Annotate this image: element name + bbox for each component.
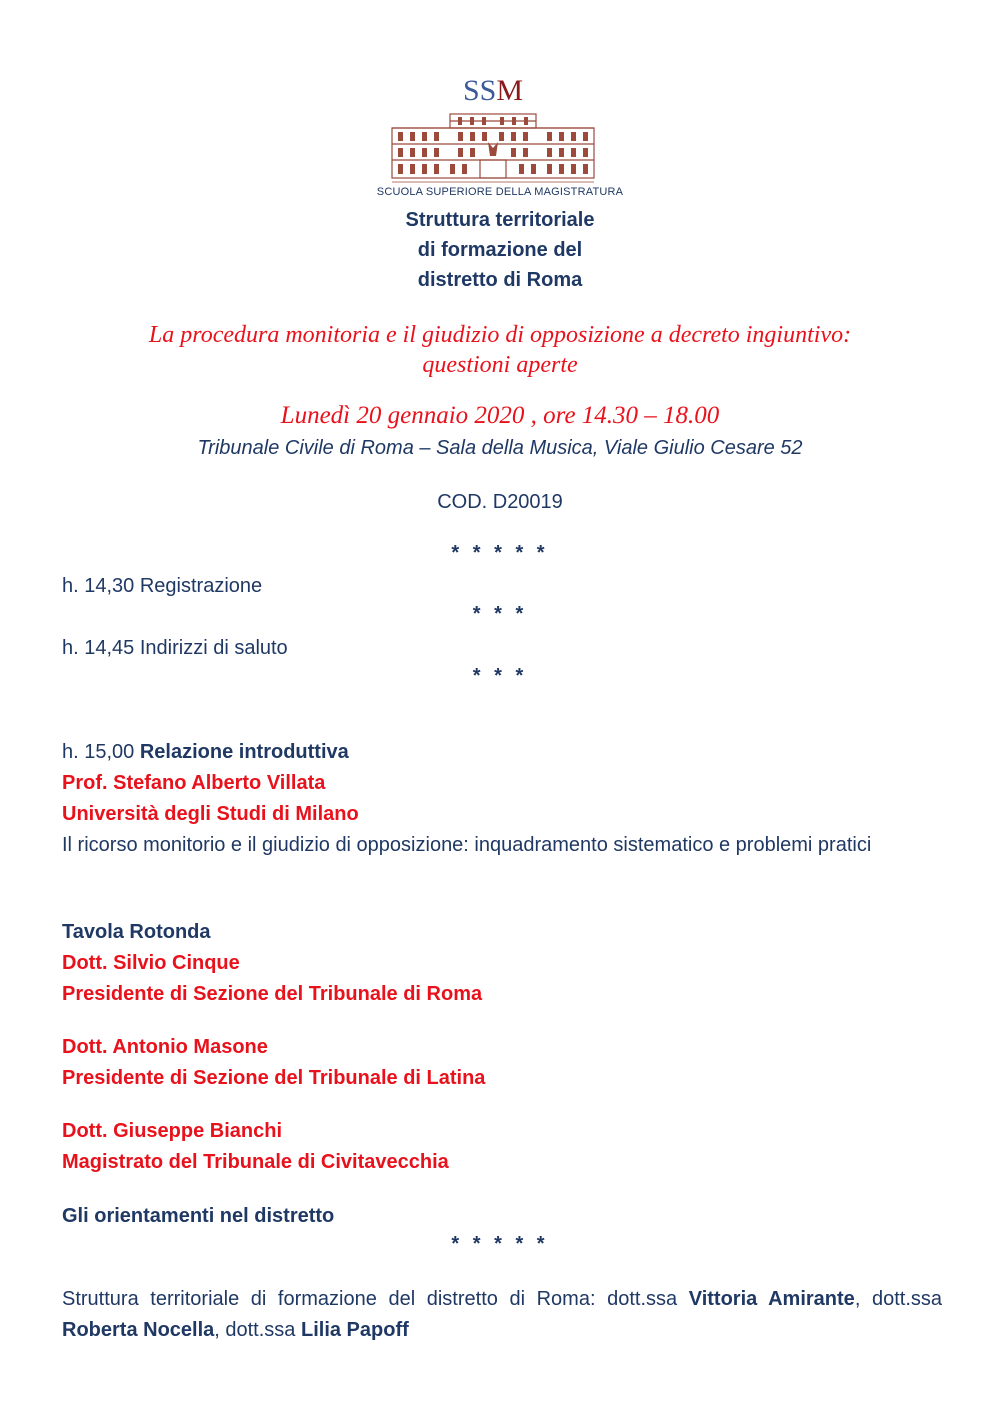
organizer-1: Vittoria Amirante [688, 1288, 855, 1310]
organizer-3: Lilia Papoff [300, 1319, 409, 1341]
separator: * * * * * [451, 542, 549, 564]
panelist-3-name: Dott. Giuseppe Bianchi [62, 1120, 283, 1142]
program-item-greetings: h. 14,45 Indirizzi di saluto [62, 637, 288, 659]
header-line-2: di formazione del [417, 239, 583, 261]
footer-sep-2: , dott.ssa [214, 1319, 301, 1341]
logo-caption: SCUOLA SUPERIORE DELLA MAGISTRATURA [376, 186, 624, 198]
program-time: h. 15,00 [62, 741, 140, 763]
footer-intro: Struttura territoriale di formazione del distretto di Roma: dott.ssa [62, 1288, 689, 1310]
speaker-name: Prof. Stefano Alberto Villata [62, 772, 326, 794]
title-line-1: La procedura monitoria e il giudizio di opposizione a decreto ingiuntivo: [148, 322, 852, 348]
panelist-1-role: Presidente di Sezione del Tribunale di Roma [62, 983, 483, 1005]
organizer-2: Roberta Nocella [62, 1319, 215, 1341]
event-date: Lunedì 20 gennaio 2020 , ore 14.30 – 18.00 [280, 402, 720, 429]
panelist-1-name: Dott. Silvio Cinque [62, 952, 240, 974]
event-venue: Tribunale Civile di Roma – Sala della Musica, Viale Giulio Cesare 52 [197, 437, 803, 459]
panelist-2-name: Dott. Antonio Masone [62, 1036, 268, 1058]
logo-acronym: SSM [462, 74, 524, 107]
speaker-affiliation: Università degli Studi di Milano [62, 803, 359, 825]
header-line-1: Struttura territoriale [405, 209, 595, 231]
organizer-header [0, 205, 1000, 295]
program-item-registration: h. 14,30 Registrazione [62, 575, 263, 597]
panelist-2-role: Presidente di Sezione del Tribunale di Latina [62, 1067, 486, 1089]
ssm-logo [388, 72, 598, 204]
footer-sep-1: , dott.ssa [854, 1288, 942, 1310]
panelist-3-role: Magistrato del Tribunale di Civitavecchia [62, 1151, 449, 1173]
separator: * * * [472, 665, 528, 687]
closing-session: Gli orientamenti nel distretto [62, 1205, 335, 1227]
roundtable-title: Tavola Rotonda [62, 921, 211, 943]
event-code: COD. D20019 [437, 491, 563, 513]
ssm-building-logo-icon [388, 72, 598, 204]
header-line-3: distretto di Roma [417, 269, 583, 291]
program-session-title: Relazione introduttiva [139, 741, 349, 763]
separator: * * * [472, 603, 528, 625]
event-title [0, 320, 1000, 380]
talk-title: Il ricorso monitorio e il giudizio di opposizione: inquadramento sistematico e problemi pratici [62, 834, 872, 856]
title-line-2: questioni aperte [422, 352, 578, 378]
organizers-footer [62, 1284, 942, 1346]
program-item-introduction [62, 741, 349, 764]
separator: * * * * * [451, 1233, 549, 1255]
